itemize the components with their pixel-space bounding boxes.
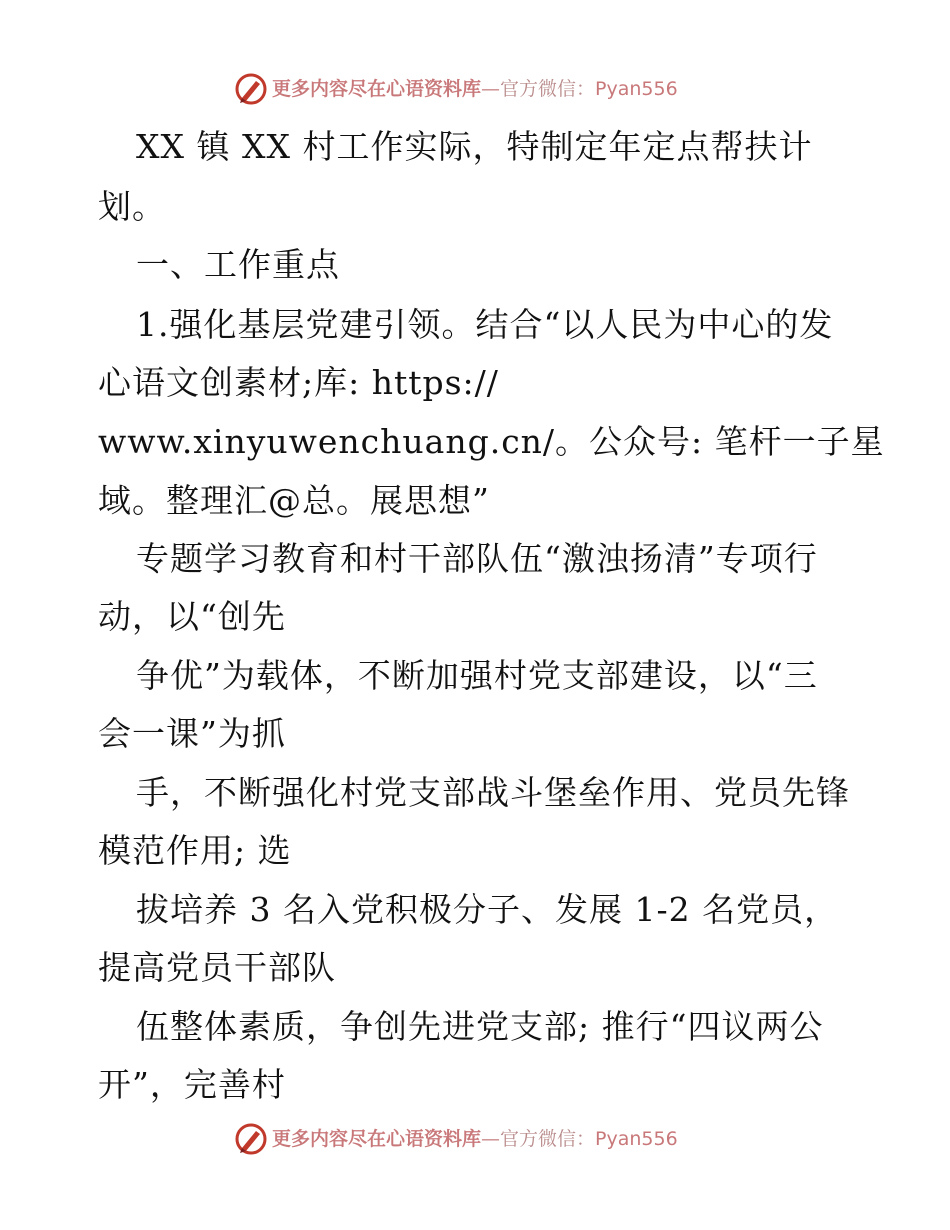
footer-banner-text xyxy=(272,1126,678,1152)
header-watermark-banner xyxy=(0,70,950,110)
body-line: 动，以“创先 xyxy=(98,597,286,636)
body-line: 拔培养 3 名入党积极分子、发展 1-2 名党员， xyxy=(136,890,839,929)
body-line: 开”，完善村 xyxy=(98,1065,286,1104)
body-line: 模范作用; 选 xyxy=(98,831,292,870)
section-heading: 一、工作重点 xyxy=(136,245,340,284)
banner-dash: — xyxy=(481,78,501,100)
banner-wechat-id: Pyan556 xyxy=(595,1128,678,1150)
body-line: 手，不断强化村党支部战斗堡垒作用、党员先锋 xyxy=(136,773,850,812)
pen-logo-icon xyxy=(234,1122,268,1156)
body-line: XX 镇 XX 村工作实际，特制定年定点帮扶计 xyxy=(136,127,813,166)
body-line: 会一课”为抓 xyxy=(98,714,286,753)
footer-watermark-banner xyxy=(0,1120,950,1160)
body-line: 伍整体素质，争创先进党支部; 推行“四议两公 xyxy=(136,1007,824,1046)
banner-main-text: 更多内容尽在心语资料库 xyxy=(272,78,482,100)
body-line: 域。整理汇@总。展思想” xyxy=(98,481,490,520)
body-line: 划。 xyxy=(98,187,166,226)
body-line: www.xinyuwenchuang.cn/。公众号: 笔杆一子星 xyxy=(98,422,885,461)
body-line: 1.强化基层党建引领。结合“以人民为中心的发 xyxy=(136,305,834,344)
body-line: 争优”为载体，不断加强村党支部建设，以“三 xyxy=(136,656,818,695)
body-line: 专题学习教育和村干部队伍“激浊扬清”专项行 xyxy=(136,539,818,578)
banner-wechat-id: Pyan556 xyxy=(595,78,678,100)
banner-main-text: 更多内容尽在心语资料库 xyxy=(272,1128,482,1150)
header-banner-text xyxy=(272,76,678,102)
body-line: 心语文创素材;库: https:// xyxy=(98,363,499,402)
body-line: 提高党员干部队 xyxy=(98,948,336,987)
banner-dash: — xyxy=(481,1128,501,1150)
banner-wechat-label: 官方微信： xyxy=(500,1128,596,1150)
banner-wechat-label: 官方微信： xyxy=(500,78,596,100)
pen-logo-icon xyxy=(234,72,268,106)
